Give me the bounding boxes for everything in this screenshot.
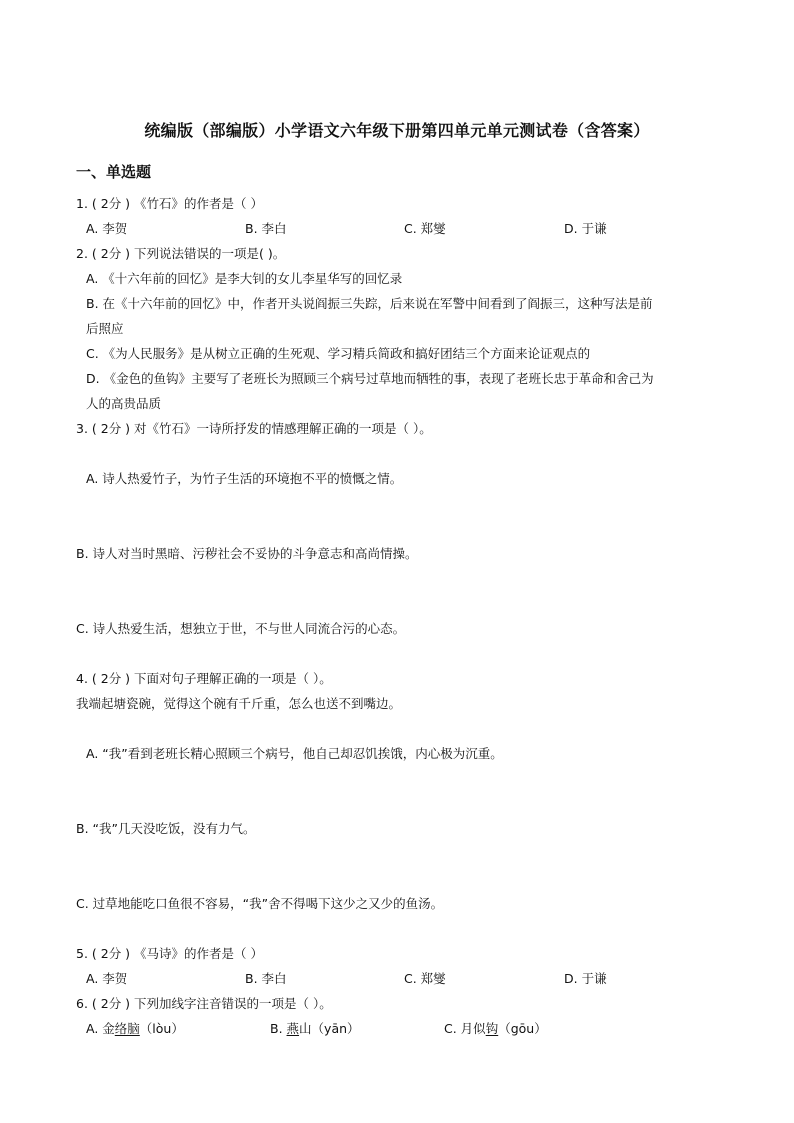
- question-1-stem: 1. ( 2分 ) 《竹石》的作者是（ ）: [76, 196, 264, 211]
- question-4-stem: 4. ( 2分 ) 下面对句子理解正确的一项是（ ）。: [76, 671, 332, 686]
- question-2-option-d-line2: 人的高贵品质: [86, 396, 162, 411]
- question-5-option-d: D. 于谦: [564, 971, 607, 986]
- option-b-underlined: 燕: [286, 1021, 300, 1036]
- question-4-option-c: C. 过草地能吃口鱼很不容易，“我”舍不得喝下这少之又少的鱼汤。: [76, 896, 444, 911]
- option-c-prefix: C. 月似: [444, 1021, 486, 1036]
- question-2-option-a: A. 《十六年前的回忆》是李大钊的女儿李星华写的回忆录: [86, 271, 403, 286]
- question-4-option-b: B. “我”几天没吃饭，没有力气。: [76, 821, 256, 836]
- question-6-stem: 6. ( 2分 ) 下列加线字注音错误的一项是（ ）。: [76, 996, 332, 1011]
- option-c-pinyin: （gōu）: [498, 1021, 547, 1036]
- question-2-option-c: C. 《为人民服务》是从树立正确的生死观、学习精兵简政和搞好团结三个方面来论证观点的: [86, 346, 591, 361]
- question-4-sentence: 我端起塘瓷碗，觉得这个碗有千斤重，怎么也送不到嘴边。: [76, 696, 402, 711]
- option-a-underlined: 络脑: [114, 1021, 140, 1036]
- option-b-prefix: B.: [270, 1021, 287, 1036]
- question-1-option-b: B. 李白: [245, 221, 287, 236]
- question-5-stem: 5. ( 2分 ) 《马诗》的作者是（ ）: [76, 946, 264, 961]
- question-2-option-d-line1: D. 《金色的鱼钩》主要写了老班长为照顾三个病号过草地而牺牲的事，表现了老班长忠于革命和舍己为: [86, 371, 654, 386]
- question-4-option-a: A. “我”看到老班长精心照顾三个病号，他自己却忍饥挨饿，内心极为沉重。: [86, 746, 503, 761]
- option-a-prefix: A. 金: [86, 1021, 115, 1036]
- question-1-option-d: D. 于谦: [564, 221, 607, 236]
- question-5-option-a: A. 李贺: [86, 971, 128, 986]
- question-6-option-c: [444, 1021, 547, 1037]
- option-b-pinyin: 山（yān）: [299, 1021, 360, 1036]
- question-1-option-c: C. 郑燮: [404, 221, 446, 236]
- question-3-option-a: A. 诗人热爱竹子，为竹子生活的环境抱不平的愤慨之情。: [86, 471, 403, 486]
- question-1-option-a: A. 李贺: [86, 221, 128, 236]
- option-a-pinyin: （lòu）: [139, 1021, 184, 1036]
- question-3-option-c: C. 诗人热爱生活，想独立于世，不与世人同流合污的心态。: [76, 621, 406, 636]
- document-title: 统编版（部编版）小学语文六年级下册第四单元单元测试卷（含答案）: [144, 121, 650, 140]
- question-5-option-b: B. 李白: [245, 971, 287, 986]
- option-c-underlined: 钩: [485, 1021, 499, 1036]
- question-5-option-c: C. 郑燮: [404, 971, 446, 986]
- question-2-option-b-line1: B. 在《十六年前的回忆》中，作者开头说阎振三失踪，后来说在军警中间看到了阎振三，这种写法是前: [86, 296, 653, 311]
- question-2-stem: 2. ( 2分 ) 下列说法错误的一项是( )。: [76, 246, 286, 261]
- question-2-option-b-line2: 后照应: [86, 321, 124, 336]
- question-3-stem: 3. ( 2分 ) 对《竹石》一诗所抒发的情感理解正确的一项是（ ）。: [76, 421, 432, 436]
- question-3-option-b: B. 诗人对当时黑暗、污秽社会不妥协的斗争意志和高尚情操。: [76, 546, 418, 561]
- section-heading: 一、单选题: [76, 163, 152, 181]
- question-6-option-a: [86, 1021, 184, 1037]
- question-6-option-b: [270, 1021, 360, 1037]
